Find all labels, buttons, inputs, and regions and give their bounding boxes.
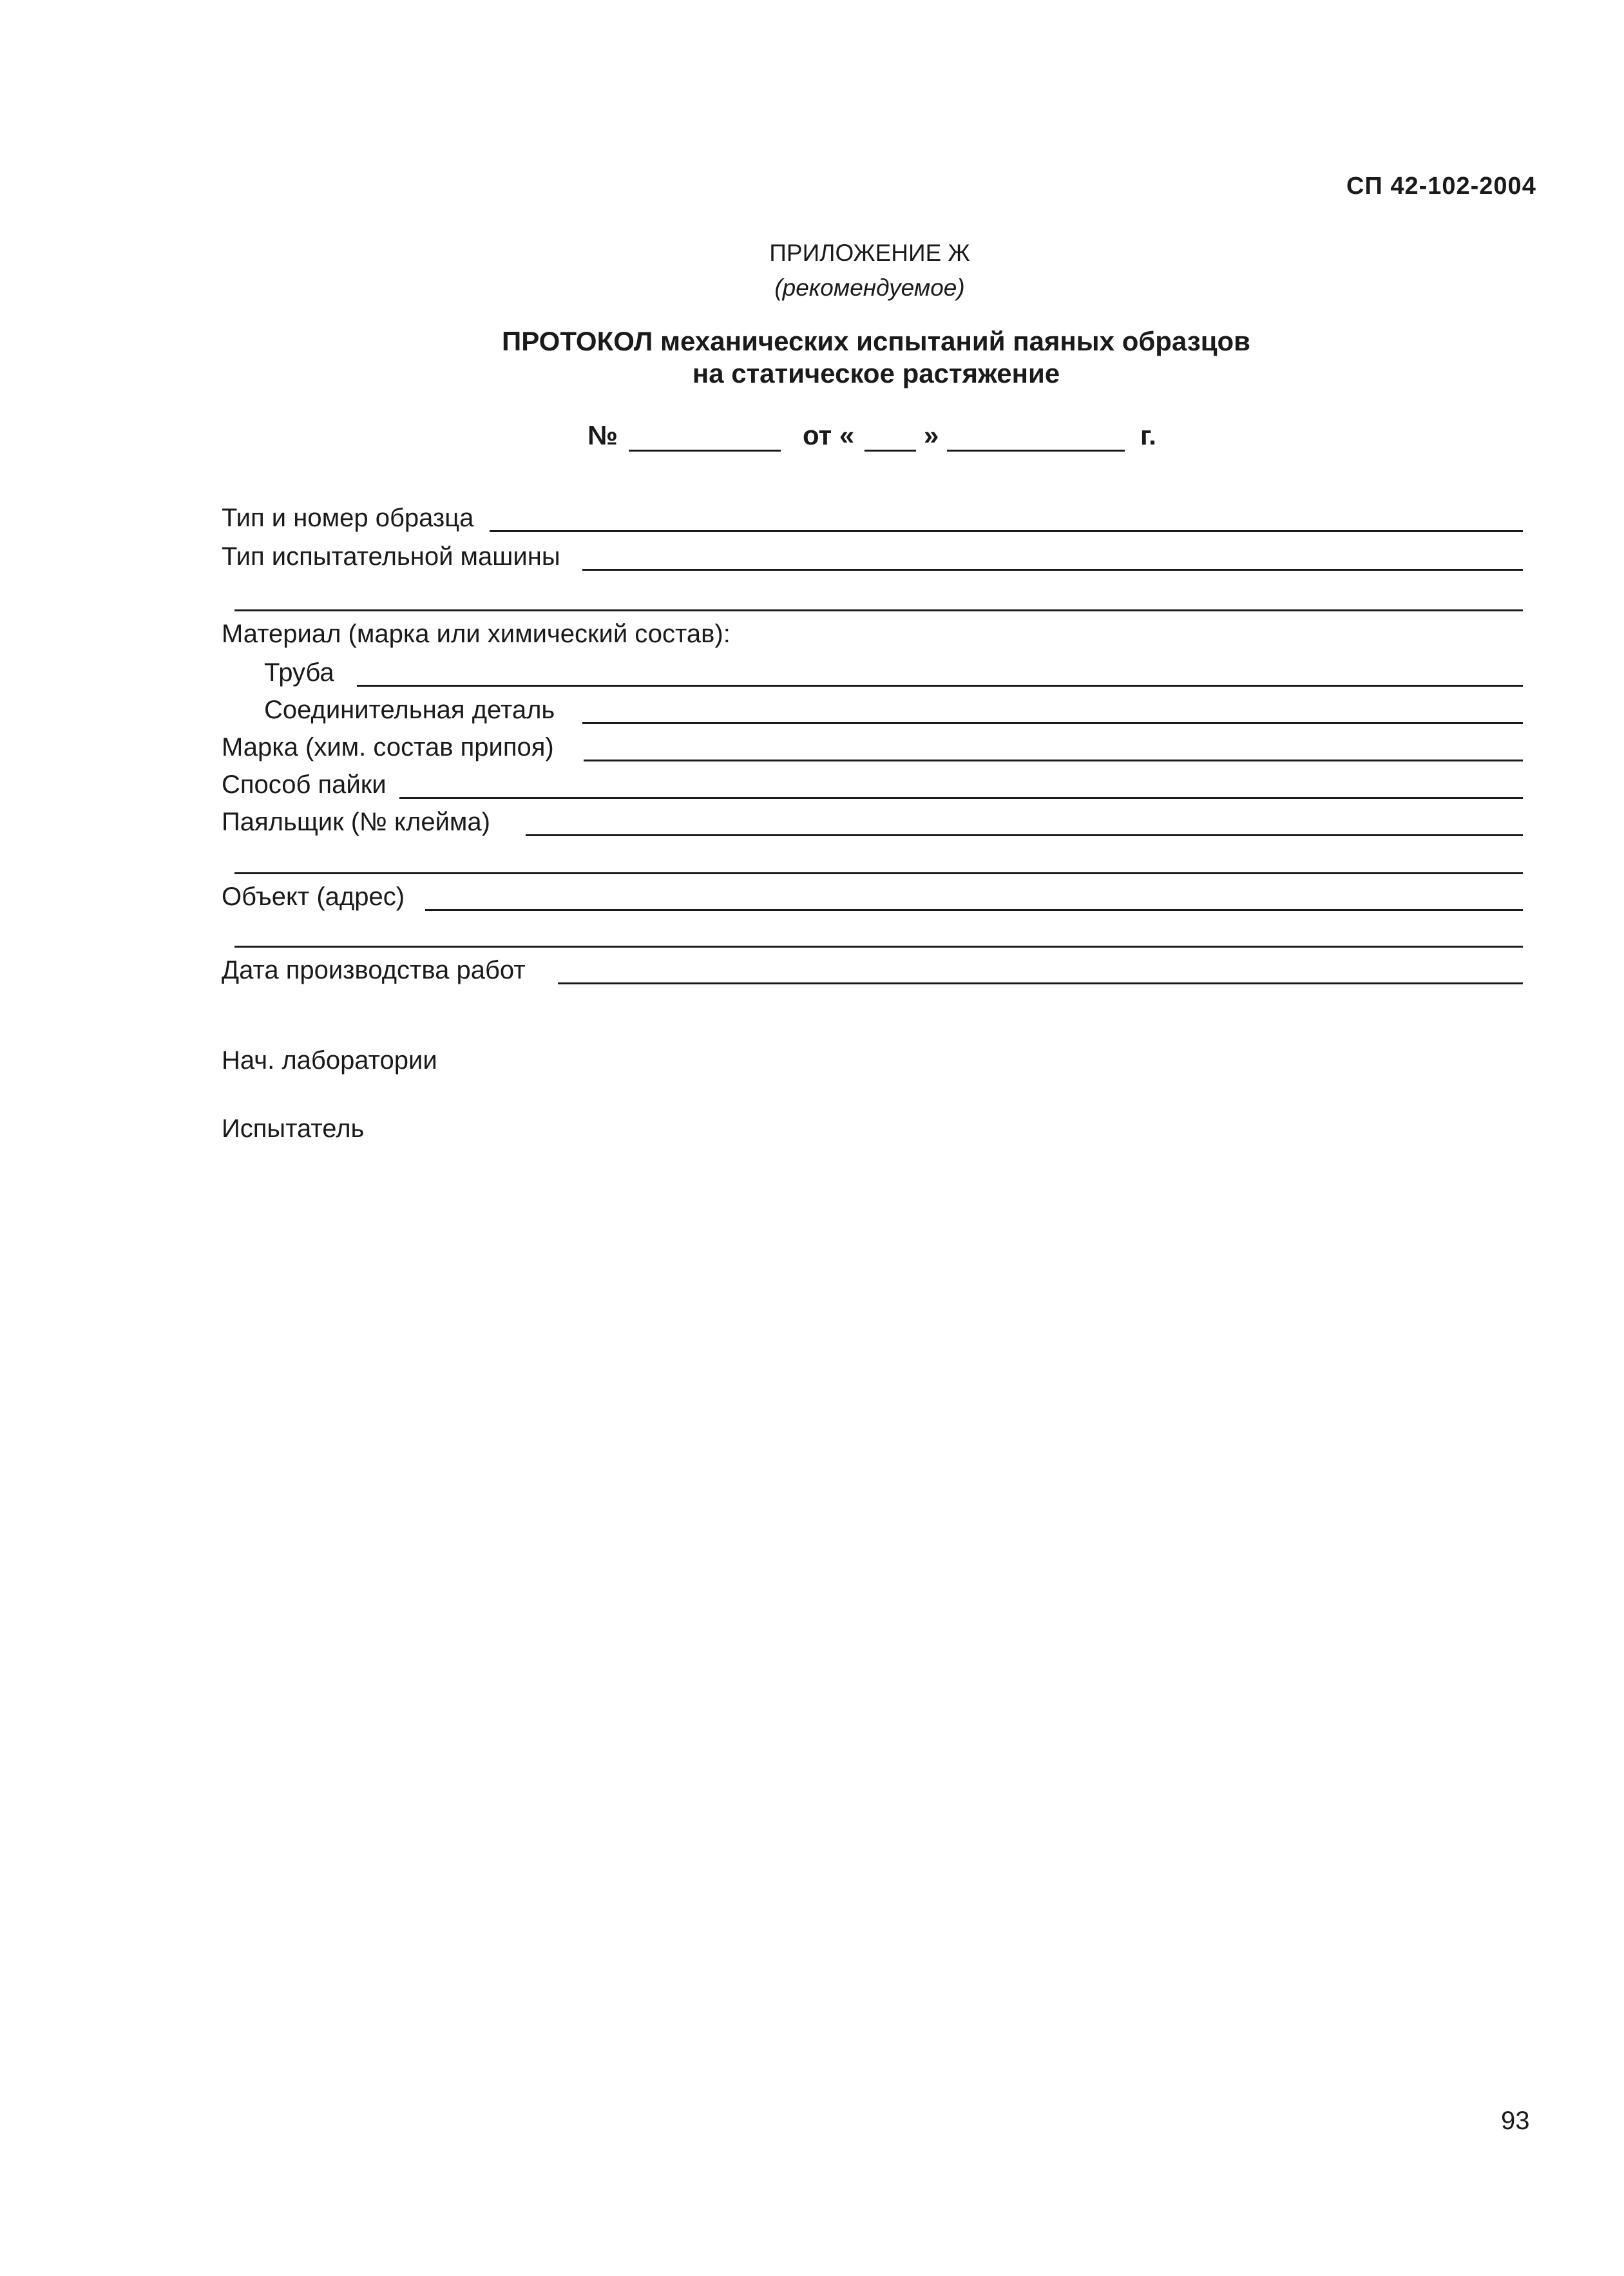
protocol-title-line2: на статическое растяжение	[692, 358, 1060, 388]
date-field[interactable]	[558, 982, 1523, 984]
object-field-continuation[interactable]	[234, 946, 1523, 948]
quote-close: »	[924, 420, 939, 450]
object-label: Объект (адрес)	[222, 883, 405, 911]
pipe-field[interactable]	[357, 685, 1523, 687]
fitting-field[interactable]	[582, 722, 1523, 724]
lab-head-label: Нач. лаборатории	[222, 1046, 437, 1075]
number-sign: №	[588, 420, 618, 450]
date-label: Дата производства работ	[222, 956, 526, 984]
year-label: г.	[1140, 420, 1156, 450]
appendix-label: ПРИЛОЖЕНИЕ Ж	[769, 240, 970, 266]
object-field[interactable]	[425, 909, 1523, 911]
machine-label: Тип испытательной машины	[222, 542, 560, 571]
method-label: Способ пайки	[222, 770, 387, 799]
protocol-day-field[interactable]	[865, 450, 916, 452]
pipe-label: Труба	[264, 658, 334, 687]
protocol-month-field[interactable]	[947, 450, 1125, 452]
solderer-field-continuation[interactable]	[234, 872, 1523, 874]
protocol-number-field[interactable]	[629, 450, 781, 452]
solder-label: Марка (хим. состав припоя)	[222, 733, 554, 761]
solderer-field[interactable]	[526, 834, 1523, 836]
page-number: 93	[1501, 2107, 1530, 2135]
sample-label: Тип и номер образца	[222, 504, 474, 532]
machine-field-continuation[interactable]	[234, 609, 1523, 611]
sample-field[interactable]	[490, 530, 1523, 532]
from-label: от «	[803, 420, 855, 450]
protocol-title-line1: ПРОТОКОЛ механических испытаний паяных образцов	[502, 326, 1250, 356]
machine-field[interactable]	[582, 569, 1523, 571]
solderer-label: Паяльщик (№ клейма)	[222, 808, 490, 836]
appendix-status: (рекомендуемое)	[774, 274, 965, 301]
method-field[interactable]	[399, 797, 1523, 799]
solder-field[interactable]	[584, 760, 1523, 761]
fitting-label: Соединительная деталь	[264, 696, 555, 724]
material-label: Материал (марка или химический состав):	[222, 620, 731, 648]
standard-code: СП 42-102-2004	[1346, 173, 1536, 200]
tester-label: Испытатель	[222, 1114, 365, 1143]
